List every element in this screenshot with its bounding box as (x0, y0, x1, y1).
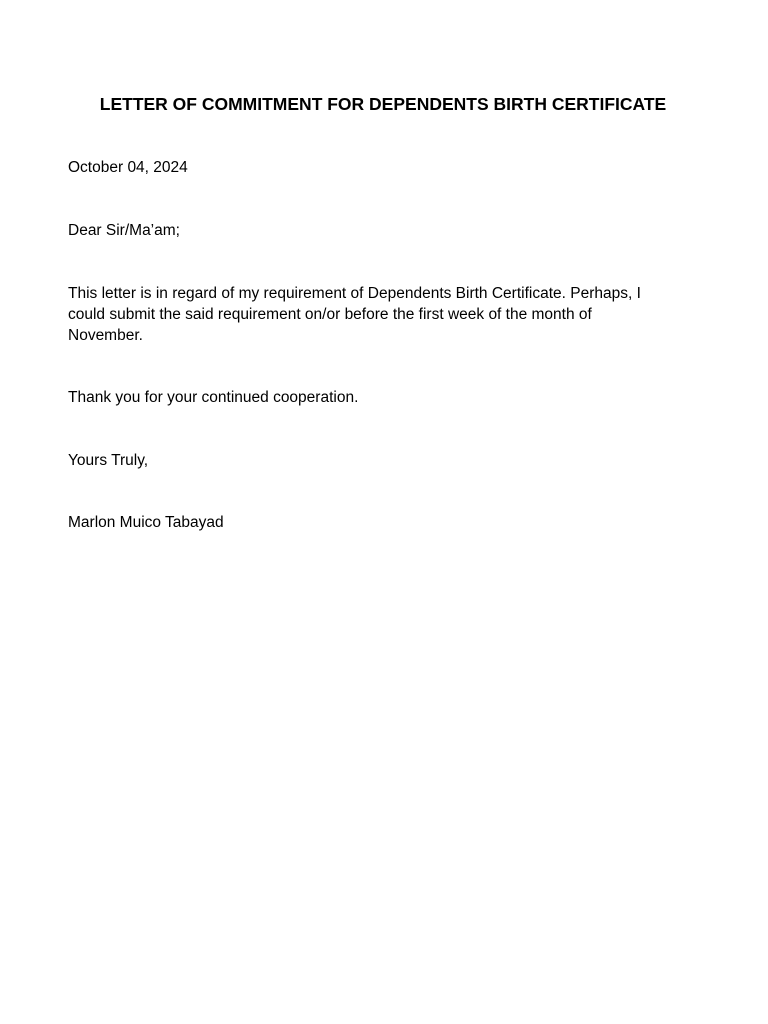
letter-salutation: Dear Sir/Ma’am; (68, 222, 180, 239)
letter-body-paragraph (68, 283, 688, 346)
body-line-3: November. (68, 327, 143, 344)
letter-title: LETTER OF COMMITMENT FOR DEPENDENTS BIRTH CERTIFICATE (99, 94, 667, 114)
body-line-2: could submit the said requirement on/or before the first week of the month of (68, 306, 592, 323)
letter-thanks: Thank you for your continued cooperation. (68, 389, 359, 406)
letter-signatory: Marlon Muico Tabayad (68, 514, 224, 531)
letter-closing: Yours Truly, (68, 452, 149, 469)
body-line-1: This letter is in regard of my requirement of Dependents Birth Certificate. Perhaps, I (68, 285, 641, 302)
letter-date: October 04, 2024 (68, 159, 188, 176)
